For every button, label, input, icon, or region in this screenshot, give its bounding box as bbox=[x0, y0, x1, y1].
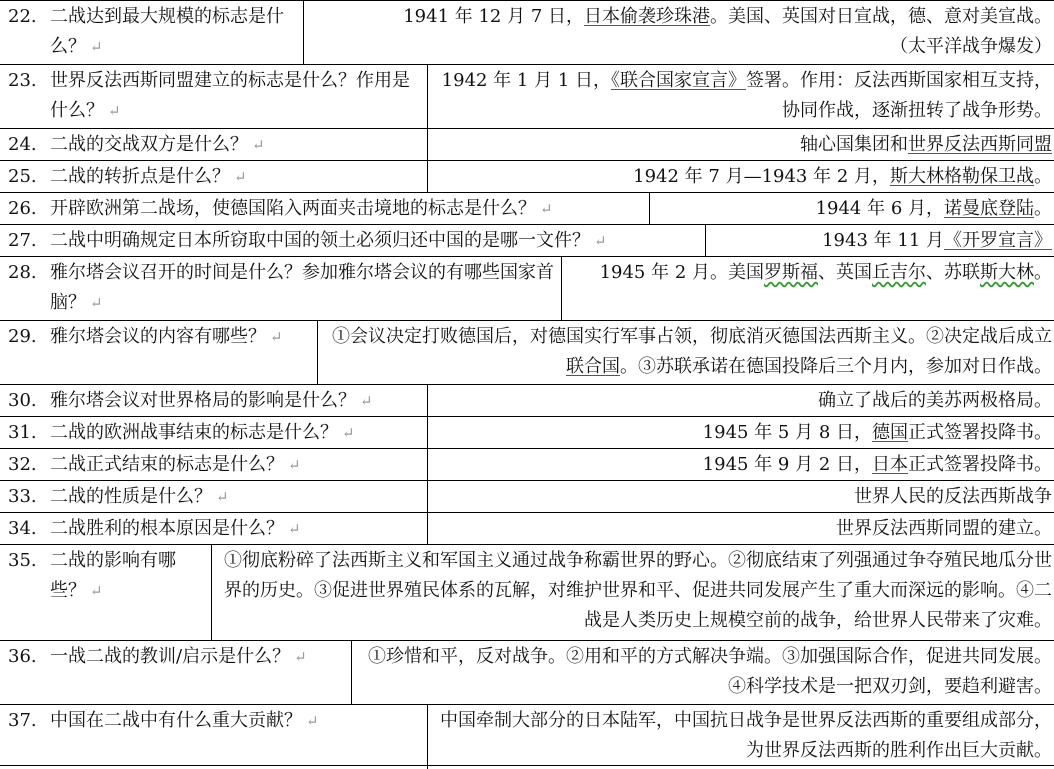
question-cell bbox=[0, 449, 428, 480]
question-cell bbox=[0, 225, 706, 256]
answer-text: （太平洋战争爆发） bbox=[890, 36, 1052, 57]
question-cell bbox=[0, 129, 428, 160]
answer-text: ①彻底粉碎了法西斯主义和军国主义通过战争称霸世界的野心。②彻底结束了列强通过争夺殖民地瓜分世界的历史。③促进世界殖民体系的瓦解，对维护世界和平、促进共同发展产生了重大而深远的影响。④二战是人类历史上规模空前的战争，给世界人民带来了灾难。 bbox=[224, 550, 1052, 631]
question-text: 雅尔塔会议的内容有哪些？ bbox=[50, 326, 266, 347]
answer-text: 1942 年 1 月 1 日， bbox=[441, 70, 611, 91]
question-cell bbox=[0, 705, 428, 769]
row-number: 36. bbox=[8, 646, 37, 667]
table-row bbox=[0, 321, 1054, 385]
question-cell bbox=[0, 321, 318, 384]
question-cell bbox=[0, 417, 428, 448]
paragraph-mark-icon: ↵ bbox=[90, 38, 103, 56]
row-number: 29. bbox=[8, 326, 37, 347]
question-text: 雅尔塔会议对世界格局的影响是什么？ bbox=[50, 390, 356, 411]
table-row bbox=[0, 385, 1054, 417]
answer-text: 。美国、英国对日宣战，德、意对美宣战。 bbox=[710, 6, 1052, 27]
paragraph-mark-icon: ↵ bbox=[90, 582, 103, 600]
row-number: 37. bbox=[8, 710, 37, 731]
question-cell bbox=[0, 513, 428, 544]
table-row bbox=[0, 481, 1054, 513]
answer-highlight: 日本偷袭珍珠港 bbox=[584, 6, 710, 27]
question-cell bbox=[0, 385, 428, 416]
answer-text: 世界反法西斯同盟的建立。 bbox=[836, 518, 1052, 539]
answer-cell bbox=[706, 225, 1054, 256]
question-text: 二战达到最大规模的标志是什么？ bbox=[50, 6, 284, 57]
paragraph-mark-icon: ↵ bbox=[594, 232, 607, 250]
paragraph-mark-icon: ↵ bbox=[270, 328, 283, 346]
answer-text: 、英国 bbox=[818, 262, 872, 283]
row-number: 23. bbox=[8, 70, 37, 91]
answer-text: 世界人民的反法西斯战争 bbox=[854, 486, 1052, 507]
paragraph-mark-icon: ↵ bbox=[294, 648, 307, 666]
answer-text: 中国牵制大部分的日本陆军，中国抗日战争是世界反法西斯的重要组成部分，为世界反法西斯的胜利作出巨大贡献。 bbox=[440, 710, 1052, 761]
table-row bbox=[0, 513, 1054, 545]
answer-cell bbox=[428, 417, 1054, 448]
answer-cell bbox=[318, 321, 1054, 384]
answer-text: 1945 年 5 月 8 日， bbox=[702, 422, 872, 443]
question-cell bbox=[0, 481, 428, 512]
answer-cell bbox=[428, 161, 1054, 192]
answer-text: 。 bbox=[1034, 198, 1052, 219]
row-number: 33. bbox=[8, 486, 37, 507]
answer-cell bbox=[428, 481, 1054, 512]
answer-cell bbox=[428, 449, 1054, 480]
answer-cell bbox=[428, 705, 1054, 769]
paragraph-mark-icon: ↵ bbox=[360, 392, 373, 410]
row-number: 30. bbox=[8, 390, 37, 411]
question-text: 中国在二战中有什么重大贡献？ bbox=[50, 710, 302, 731]
paragraph-mark-icon: ↵ bbox=[252, 136, 265, 154]
question-text: 二战中明确规定日本所窃取中国的领土必须归还中国的是哪一文件？ bbox=[50, 230, 590, 251]
paragraph-mark-icon: ↵ bbox=[288, 456, 301, 474]
row-number: 31. bbox=[8, 422, 37, 443]
table-row bbox=[0, 225, 1054, 257]
question-text: 开辟欧洲第二战场，使德国陷入两面夹击境地的标志是什么？ bbox=[50, 198, 536, 219]
answer-text: 确立了战后的美苏两极格局。 bbox=[818, 390, 1052, 411]
answer-text: 、苏联 bbox=[926, 262, 980, 283]
question-text: 一战二战的教训/启示是什么？ bbox=[50, 646, 291, 667]
paragraph-mark-icon: ↵ bbox=[540, 200, 553, 218]
row-number: 26. bbox=[8, 198, 37, 219]
row-number: 34. bbox=[8, 518, 37, 539]
answer-cell bbox=[304, 1, 1054, 64]
question-text: 二战的影响有哪些？ bbox=[50, 550, 176, 601]
answer-text: 签署。作用：反法西斯国家相互支持，协同作战，逐渐扭转了战争形势。 bbox=[746, 70, 1052, 121]
answer-text: 。 bbox=[1034, 166, 1052, 187]
answer-text: 。 bbox=[1034, 262, 1052, 283]
answer-cell bbox=[650, 193, 1054, 224]
question-cell bbox=[0, 1, 304, 64]
answer-text: 正式签署投降书。 bbox=[908, 454, 1052, 475]
row-number: 24. bbox=[8, 134, 37, 155]
answer-highlight: 斯大林格勒保卫战 bbox=[890, 166, 1034, 187]
answer-text: ①会议决定打败德国后，对德国实行军事占领，彻底消灭德国法西斯主义。②决定战后成立 bbox=[332, 326, 1052, 347]
answer-text: 1944 年 6 月， bbox=[815, 198, 944, 219]
table-row bbox=[0, 545, 1054, 641]
answer-text: 轴心国集团和 bbox=[800, 134, 908, 155]
question-text: 二战正式结束的标志是什么？ bbox=[50, 454, 284, 475]
question-text: 二战的交战双方是什么？ bbox=[50, 134, 248, 155]
question-text: 二战的欧洲战事结束的标志是什么？ bbox=[50, 422, 338, 443]
table-row bbox=[0, 1, 1054, 65]
question-text: 二战的性质是什么？ bbox=[50, 486, 212, 507]
table-row bbox=[0, 257, 1054, 321]
question-text: 二战的转折点是什么？ bbox=[50, 166, 230, 187]
answer-cell bbox=[428, 513, 1054, 544]
answer-cell bbox=[212, 545, 1054, 640]
answer-highlight: 德国 bbox=[872, 422, 908, 443]
question-text: 雅尔塔会议召开的时间是什么？参加雅尔塔会议的有哪些国家首脑？ bbox=[50, 262, 554, 313]
answer-highlight: 日本 bbox=[872, 454, 908, 475]
question-cell bbox=[0, 65, 428, 128]
answer-name: 斯大林 bbox=[980, 262, 1034, 283]
paragraph-mark-icon: ↵ bbox=[234, 168, 247, 186]
answer-text: 1941 年 12 月 7 日， bbox=[403, 6, 584, 27]
question-text: 二战胜利的根本原因是什么？ bbox=[50, 518, 284, 539]
row-number: 22. bbox=[8, 6, 37, 27]
row-number: 28. bbox=[8, 262, 37, 283]
row-number: 27. bbox=[8, 230, 37, 251]
answer-highlight: 联合国 bbox=[566, 356, 620, 377]
answer-highlight: 世界反法西斯同盟 bbox=[908, 134, 1052, 155]
question-cell bbox=[0, 257, 562, 320]
question-cell bbox=[0, 161, 428, 192]
paragraph-mark-icon: ↵ bbox=[288, 520, 301, 538]
answer-highlight: 诺曼底登陆 bbox=[944, 198, 1034, 219]
row-number: 35. bbox=[8, 550, 37, 571]
answer-text: 1945 年 9 月 2 日， bbox=[702, 454, 872, 475]
question-cell bbox=[0, 641, 352, 704]
paragraph-mark-icon: ↵ bbox=[342, 424, 355, 442]
row-number: 25. bbox=[8, 166, 37, 187]
question-cell bbox=[0, 193, 650, 224]
table-row bbox=[0, 193, 1054, 225]
answer-highlight: 《联合国家宣言》 bbox=[611, 70, 746, 91]
paragraph-mark-icon: ↵ bbox=[90, 294, 103, 312]
answer-text: 1945 年 2 月。美国 bbox=[599, 262, 764, 283]
answer-cell bbox=[352, 641, 1054, 704]
paragraph-mark-icon: ↵ bbox=[216, 488, 229, 506]
question-text: 世界反法西斯同盟建立的标志是什么？作用是什么？ bbox=[50, 70, 410, 121]
table-row bbox=[0, 641, 1054, 705]
table-row bbox=[0, 449, 1054, 481]
table-row bbox=[0, 65, 1054, 129]
answer-name: 罗斯福 bbox=[764, 262, 818, 283]
table-row bbox=[0, 129, 1054, 161]
answer-cell bbox=[428, 129, 1054, 160]
answer-name: 丘吉尔 bbox=[872, 262, 926, 283]
answer-cell bbox=[562, 257, 1054, 320]
question-cell bbox=[0, 545, 212, 640]
answer-highlight: 《开罗宣言》 bbox=[944, 230, 1052, 251]
answer-text: ①珍惜和平，反对战争。②用和平的方式解决争端。③加强国际合作，促进共同发展。④科学技术是一把双刃剑，要趋利避害。 bbox=[368, 646, 1052, 697]
table-row bbox=[0, 161, 1054, 193]
answer-text: 正式签署投降书。 bbox=[908, 422, 1052, 443]
answer-cell bbox=[428, 385, 1054, 416]
paragraph-mark-icon: ↵ bbox=[108, 102, 121, 120]
answer-text: 。③苏联承诺在德国投降后三个月内，参加对日作战。 bbox=[620, 356, 1052, 377]
answer-text: 1943 年 11 月 bbox=[822, 230, 944, 251]
paragraph-mark-icon: ↵ bbox=[306, 712, 319, 730]
table-row bbox=[0, 417, 1054, 449]
table-row bbox=[0, 705, 1054, 769]
row-number: 32. bbox=[8, 454, 37, 475]
answer-text: 1942 年 7 月—1943 年 2 月， bbox=[633, 166, 890, 187]
answer-cell bbox=[428, 65, 1054, 128]
